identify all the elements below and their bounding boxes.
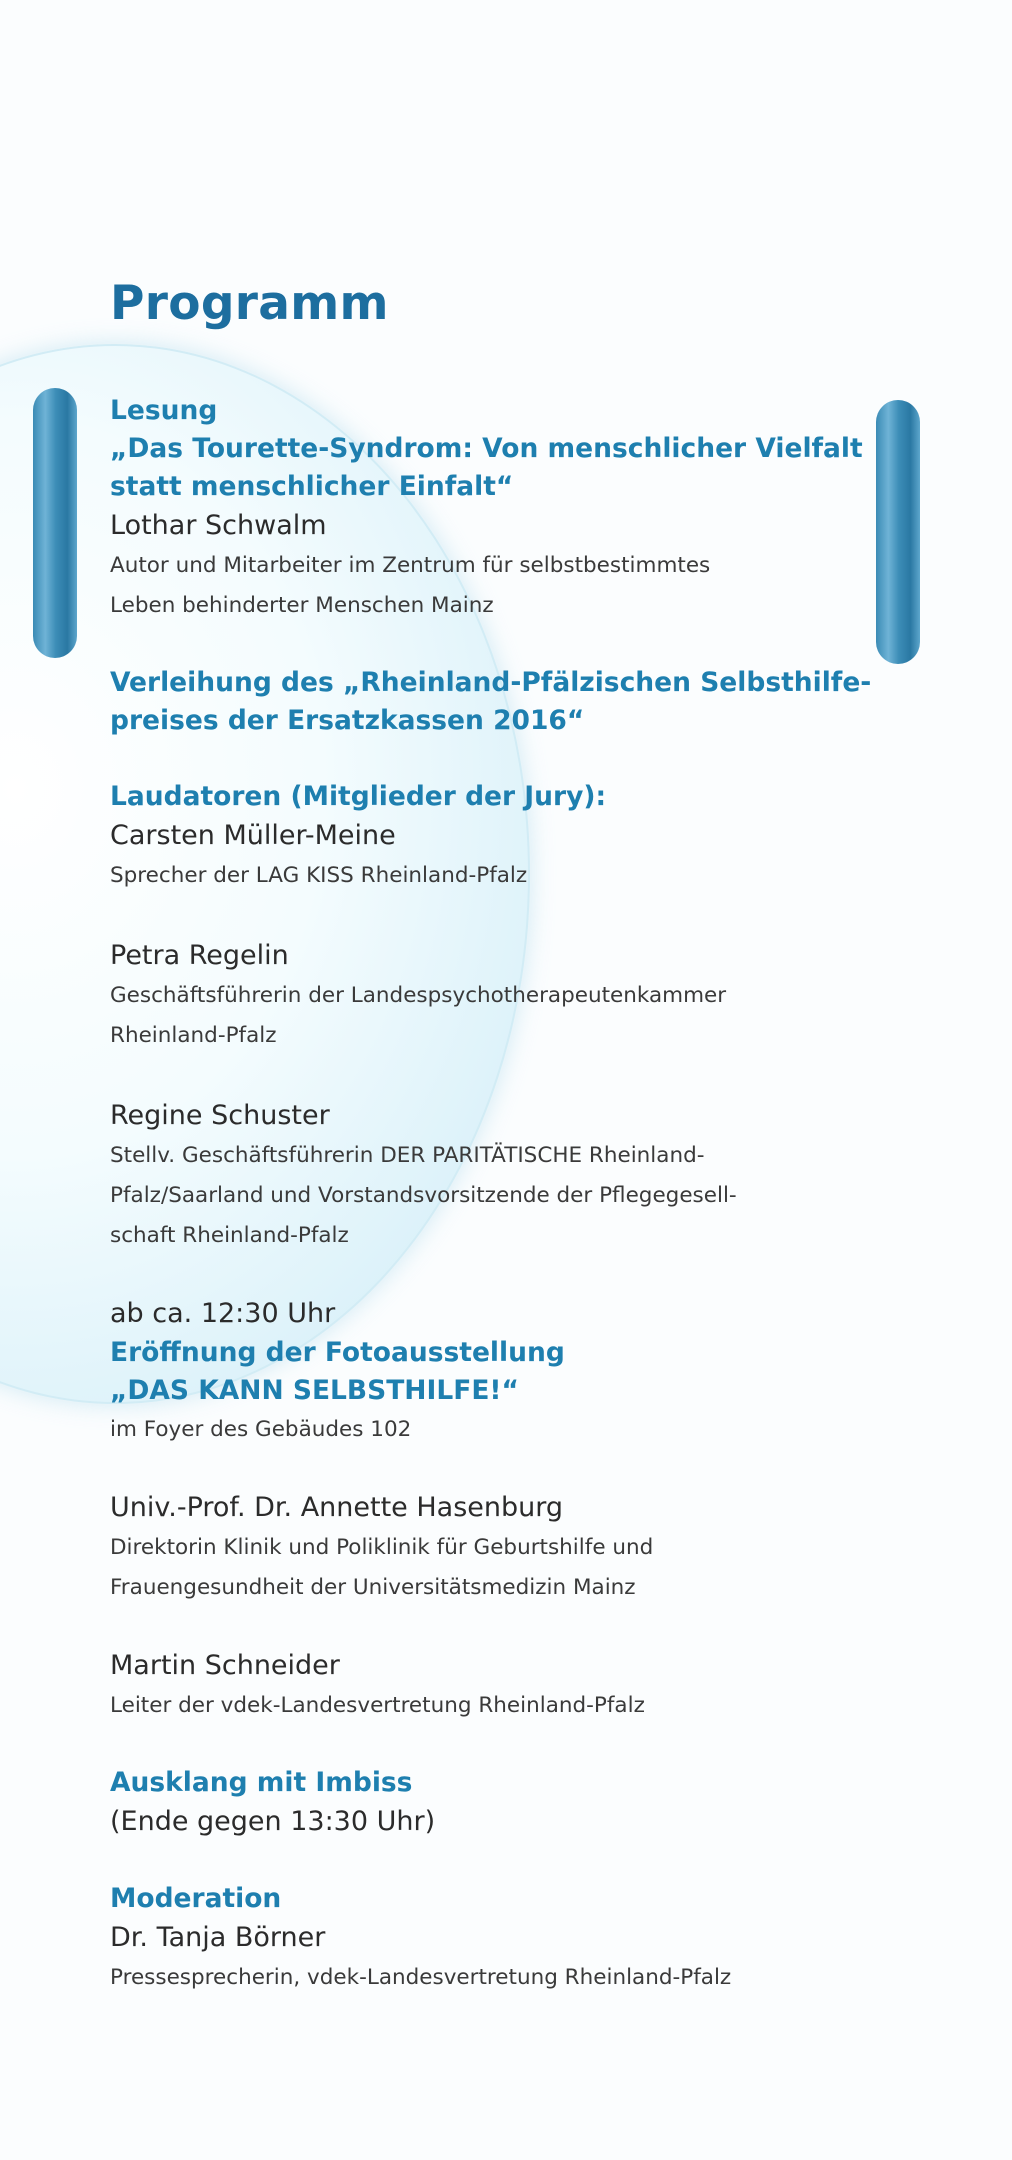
ausstellung-section	[110, 1294, 910, 1450]
verleihung-line2: preises der Ersatzkassen 2016“	[110, 705, 585, 736]
program-content	[110, 392, 910, 2036]
laudator-name: Carsten Müller-Meine	[110, 820, 396, 851]
laudator-role-line: Sprecher der LAG KISS Rheinland-Pfalz	[110, 863, 528, 888]
laudator-role-line: Stellv. Geschäftsführerin DER PARITÄTISCHE Rheinland-	[110, 1143, 705, 1168]
laudator-entry	[110, 816, 910, 896]
laudatoren-label: Laudatoren (Mitglieder der Jury):	[110, 781, 607, 812]
moderation-role: Pressesprecherin, vdek-Landesvertretung Rheinland-Pfalz	[110, 1965, 732, 1990]
speaker-name: Martin Schneider	[110, 1650, 340, 1681]
ausstellung-time: ab ca. 12:30 Uhr	[110, 1298, 336, 1329]
lesung-role-line2: Leben behinderter Menschen Mainz	[110, 593, 494, 618]
moderation-label: Moderation	[110, 1883, 282, 1914]
laudator-name: Regine Schuster	[110, 1100, 330, 1131]
left-brush-stroke	[33, 388, 77, 658]
ausstellung-title-line1: Eröffnung der Fotoausstellung	[110, 1337, 565, 1368]
lesung-title-line2: statt menschlicher Einfalt“	[110, 471, 514, 502]
speaker-role-line: Direktorin Klinik und Poliklinik für Geburtshilfe und	[110, 1535, 654, 1560]
laudator-role-line: Geschäftsführerin der Landespsychotherapeutenkammer	[110, 983, 727, 1008]
laudatoren-section	[110, 778, 910, 1256]
lesung-title-line1: „Das Tourette-Syndrom: Von menschlicher Vielfalt	[110, 433, 863, 464]
ausstellung-title-line2: „DAS KANN SELBSTHILFE!“	[110, 1375, 519, 1406]
ausklang-note: (Ende gegen 13:30 Uhr)	[110, 1806, 436, 1837]
laudator-role-line: schaft Rheinland-Pfalz	[110, 1223, 349, 1248]
moderation-name: Dr. Tanja Börner	[110, 1922, 326, 1953]
laudator-entry	[110, 1096, 910, 1256]
ausstellung-location: im Foyer des Gebäudes 102	[110, 1417, 412, 1442]
speaker-entry	[110, 1488, 910, 1608]
laudator-entry	[110, 936, 910, 1056]
speaker-entry	[110, 1646, 910, 1726]
speaker-role-line: Leiter der vdek-Landesvertretung Rheinland-Pfalz	[110, 1693, 645, 1718]
lesung-label: Lesung	[110, 395, 218, 426]
moderation-section	[110, 1880, 910, 1998]
laudator-role-line: Rheinland-Pfalz	[110, 1023, 277, 1048]
verleihung-line1: Verleihung des „Rheinland-Pfälzischen Selbsthilfe-	[110, 667, 872, 698]
ausklang-label: Ausklang mit Imbiss	[110, 1767, 413, 1798]
laudator-role-line: Pfalz/Saarland und Vorstandsvorsitzende der Pflegegesell-	[110, 1183, 737, 1208]
lesung-speaker: Lothar Schwalm	[110, 510, 327, 541]
speaker-role-line: Frauengesundheit der Universitätsmedizin Mainz	[110, 1575, 636, 1600]
laudator-name: Petra Regelin	[110, 940, 289, 971]
speaker-name: Univ.-Prof. Dr. Annette Hasenburg	[110, 1492, 564, 1523]
ausklang-section	[110, 1764, 910, 1842]
page-title: Programm	[110, 276, 389, 331]
lesung-role-line1: Autor und Mitarbeiter im Zentrum für selbstbestimmtes	[110, 553, 711, 578]
lesung-section	[110, 392, 910, 626]
verleihung-section	[110, 664, 910, 740]
